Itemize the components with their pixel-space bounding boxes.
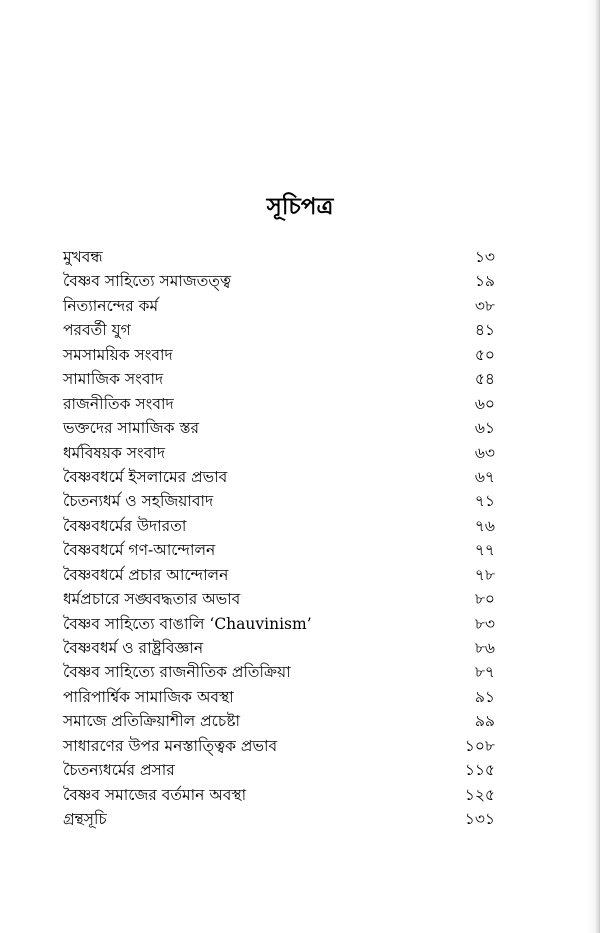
toc-entry-page: ৭১	[474, 492, 495, 511]
toc-entry-title: বৈষ্ণব সাহিত্যে সমাজতত্ত্ব	[63, 272, 231, 291]
toc-entry-page: ৮৭	[474, 663, 495, 682]
toc-entry	[63, 245, 495, 269]
toc-entry-title: বৈষ্ণবধর্মে গণ-আন্দোলন	[63, 541, 216, 560]
toc-entry	[63, 587, 495, 611]
toc-entry-title: সমসাময়িক সংবাদ	[63, 345, 173, 364]
toc-entry-title: বৈষ্ণব সাহিত্যে বাঙালি ‘Chauvinism’	[63, 614, 312, 633]
toc-entry-page: ৮৩	[474, 614, 495, 633]
toc-entry	[63, 465, 495, 489]
toc-entry-page: ৩৮	[474, 296, 495, 315]
toc-entry-title: পারিপার্শ্বিক সামাজিক অবস্থা	[63, 687, 234, 706]
toc-entry	[63, 709, 495, 733]
toc-entry	[63, 734, 495, 758]
toc-entry-title: বৈষ্ণবধর্মে প্রচার আন্দোলন	[63, 565, 229, 584]
toc-entry	[63, 392, 495, 416]
toc-entry-title: বৈষ্ণবধর্মের উদারতা	[63, 516, 187, 535]
toc-entry	[63, 269, 495, 293]
toc-entry	[63, 563, 495, 587]
toc-entry-page: ৯৯	[474, 712, 495, 731]
toc-entry	[63, 636, 495, 660]
toc-entry-page: ৮০	[474, 590, 495, 609]
toc-entry-title: সমাজে প্রতিক্রিয়াশীল প্রচেষ্টা	[63, 712, 241, 731]
toc-entry	[63, 294, 495, 318]
page-title: সূচিপত্র	[266, 193, 334, 220]
page-edge-shadow	[588, 0, 600, 933]
toc-entry-page: ১৩	[474, 248, 495, 266]
toc-entry-title: গ্রন্থসূচি	[63, 810, 107, 829]
toc-entry-title: মুখবন্ধ	[63, 248, 103, 266]
toc-entry-title: রাজনীতিক সংবাদ	[63, 394, 174, 413]
toc-entry	[63, 343, 495, 367]
toc-entry-page: ১৩১	[464, 810, 495, 829]
toc-entry	[63, 538, 495, 562]
toc-entry-page: ৫৪	[474, 370, 495, 389]
toc-entry-page: ৬৭	[474, 467, 495, 486]
toc-entry-page: ৬১	[474, 419, 495, 438]
toc-entry	[63, 318, 495, 342]
toc-entry-title: নিত্যানন্দের কর্ম	[63, 296, 159, 315]
toc-entry-page: ৮৬	[474, 639, 495, 657]
toc-entry	[63, 807, 495, 831]
toc-entry-title: বৈষ্ণব সমাজের বর্তমান অবস্থা	[63, 785, 247, 804]
toc-entry-page: ৪১	[474, 321, 495, 340]
toc-entry-page: ৭৮	[474, 565, 495, 584]
toc-entry-page: ৯১	[474, 687, 495, 706]
table-of-contents	[63, 245, 495, 832]
toc-entry-title: সামাজিক সংবাদ	[63, 370, 164, 389]
toc-entry-title: বৈষ্ণবধর্ম ও রাষ্ট্রবিজ্ঞান	[63, 639, 204, 657]
toc-entry	[63, 514, 495, 538]
toc-entry-title: চৈতন্যধর্ম ও সহজিয়াবাদ	[63, 492, 214, 511]
toc-entry	[63, 612, 495, 636]
toc-entry	[63, 489, 495, 513]
toc-entry-page: ৬৩	[474, 443, 495, 462]
toc-entry	[63, 441, 495, 465]
toc-entry-title: চৈতন্যধর্মের প্রসার	[63, 761, 175, 780]
toc-entry-title: পরবর্তী যুগ	[63, 321, 131, 340]
toc-entry	[63, 416, 495, 440]
toc-entry-title: ধর্মপ্রচারে সঙ্ঘবদ্ধতার অভাব	[63, 590, 241, 609]
toc-entry-title: বৈষ্ণবধর্মে ইসলামের প্রভাব	[63, 467, 228, 486]
toc-entry-page: ১২৫	[464, 785, 495, 804]
toc-entry-page: ১০৮	[464, 736, 495, 755]
toc-entry	[63, 758, 495, 782]
toc-entry	[63, 367, 495, 391]
toc-entry-page: ৬০	[474, 394, 495, 413]
toc-entry-title: বৈষ্ণব সাহিত্যে রাজনীতিক প্রতিক্রিয়া	[63, 663, 291, 682]
toc-entry-page: ৫০	[474, 345, 495, 364]
toc-entry-page: ১১৫	[464, 761, 495, 780]
toc-entry-page: ৭৭	[474, 541, 495, 560]
toc-entry	[63, 783, 495, 807]
toc-entry-title: ধর্মবিষয়ক সংবাদ	[63, 443, 165, 462]
toc-entry	[63, 660, 495, 684]
toc-entry-title: ভক্তদের সামাজিক স্তর	[63, 419, 200, 438]
toc-entry-page: ৭৬	[474, 516, 495, 535]
toc-entry	[63, 685, 495, 709]
toc-entry-title: সাধারণের উপর মনস্তাত্ত্বিক প্রভাব	[63, 736, 278, 755]
toc-entry-page: ১৯	[474, 272, 495, 291]
